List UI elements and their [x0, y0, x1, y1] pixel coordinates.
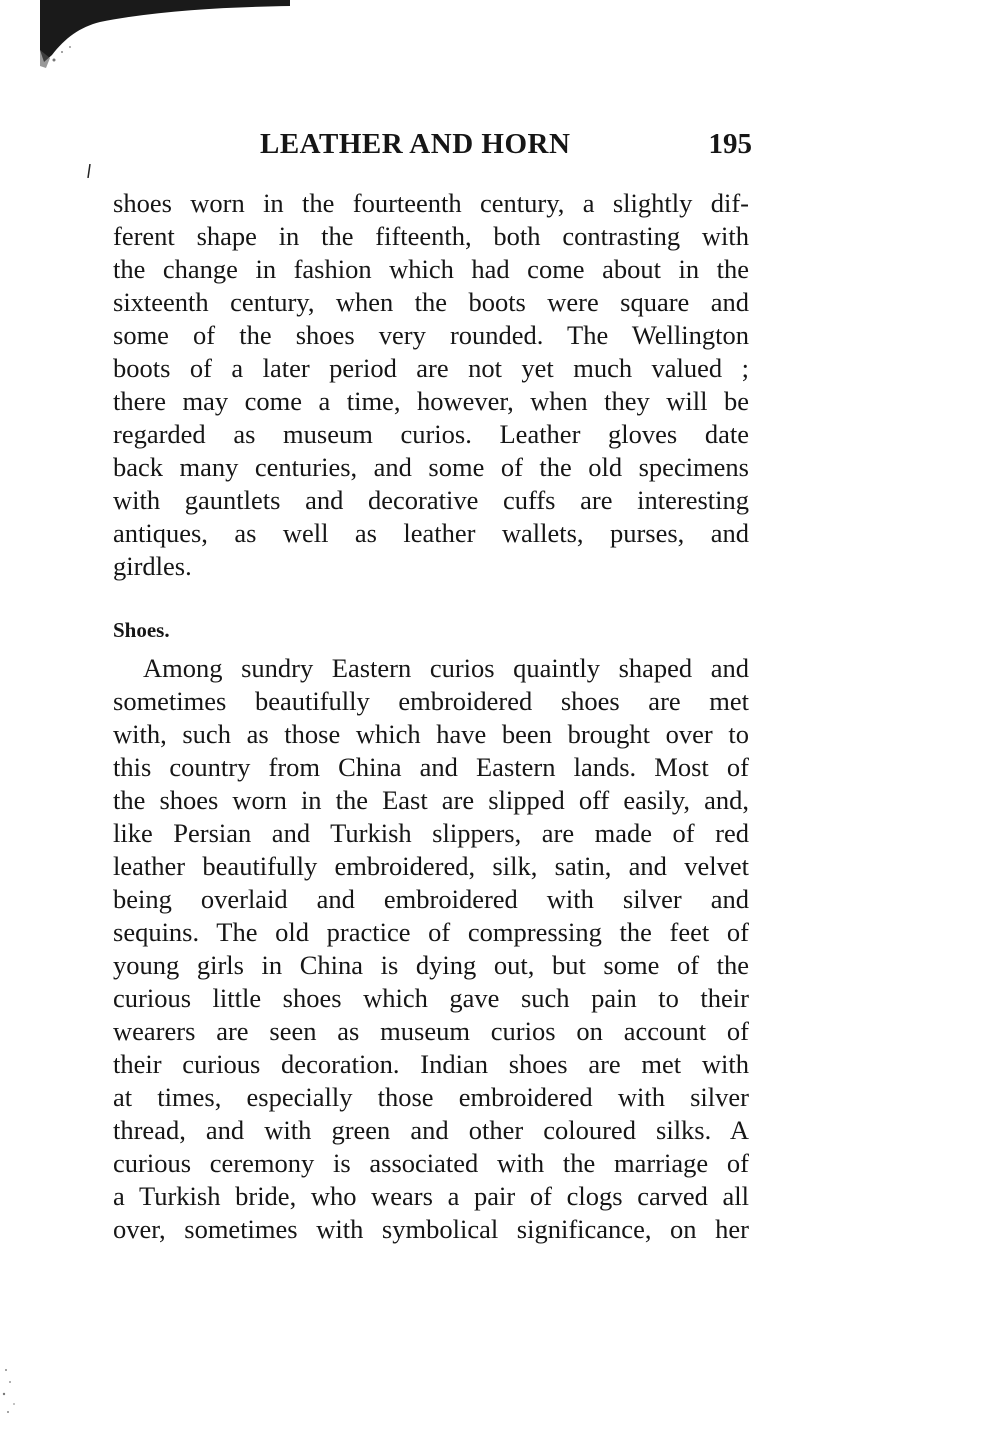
- text-line: a Turkish bride, who wears a pair of clogs carved all: [113, 1181, 749, 1211]
- running-head: [112, 128, 752, 168]
- scan-smudge: [40, 0, 290, 70]
- text-line: being overlaid and embroidered with silver and: [113, 884, 749, 914]
- text-line: curious little shoes which gave such pain to their: [113, 983, 749, 1013]
- text-line: ferent shape in the fifteenth, both contrasting with: [113, 221, 749, 251]
- text-line: with, such as those which have been brought over to: [113, 719, 749, 749]
- text-line: sometimes beautifully embroidered shoes are met: [113, 686, 749, 716]
- text-line: over, sometimes with symbolical significance, on her: [113, 1214, 749, 1244]
- stray-mark: [87, 164, 91, 178]
- text-line: with gauntlets and decorative cuffs are interesting: [113, 485, 749, 515]
- text-line: sequins. The old practice of compressing the feet of: [113, 917, 749, 947]
- text-line: shoes worn in the fourteenth century, a slightly dif-: [113, 188, 749, 218]
- text-line: sixteenth century, when the boots were square and: [113, 287, 749, 317]
- section-heading: Shoes.: [113, 618, 170, 642]
- paragraph-continued: [113, 187, 749, 583]
- text-line: antiques, as well as leather wallets, purses, and: [113, 518, 749, 548]
- text-line: the change in fashion which had come about in the: [113, 254, 749, 284]
- text-line: like Persian and Turkish slippers, are made of red: [113, 818, 749, 848]
- text-line: the shoes worn in the East are slipped off easily, and,: [113, 785, 749, 815]
- text-line: their curious decoration. Indian shoes are met with: [113, 1049, 749, 1079]
- text-line: curious ceremony is associated with the marriage of: [113, 1148, 749, 1178]
- text-line: regarded as museum curios. Leather gloves date: [113, 419, 749, 449]
- text-line: thread, and with green and other coloured silks. A: [113, 1115, 749, 1145]
- text-line: wearers are seen as museum curios on account of: [113, 1016, 749, 1046]
- text-line: some of the shoes very rounded. The Wellington: [113, 320, 749, 350]
- text-line: young girls in China is dying out, but some of the: [113, 950, 749, 980]
- text-line: boots of a later period are not yet much valued ;: [113, 353, 749, 383]
- text-line: Among sundry Eastern curios quaintly shaped and: [143, 653, 749, 683]
- text-line: this country from China and Eastern lands. Most of: [113, 752, 749, 782]
- text-line: leather beautifully embroidered, silk, satin, and velvet: [113, 851, 749, 881]
- text-line: girdles.: [113, 551, 192, 581]
- text-line: there may come a time, however, when they will be: [113, 386, 749, 416]
- paragraph-shoes: [113, 652, 749, 1246]
- page-number: 195: [708, 128, 752, 160]
- running-title: LEATHER AND HORN: [260, 128, 571, 160]
- scan-specks: [0, 1360, 30, 1420]
- text-line: back many centuries, and some of the old specimens: [113, 452, 749, 482]
- text-line: at times, especially those embroidered with silver: [113, 1082, 749, 1112]
